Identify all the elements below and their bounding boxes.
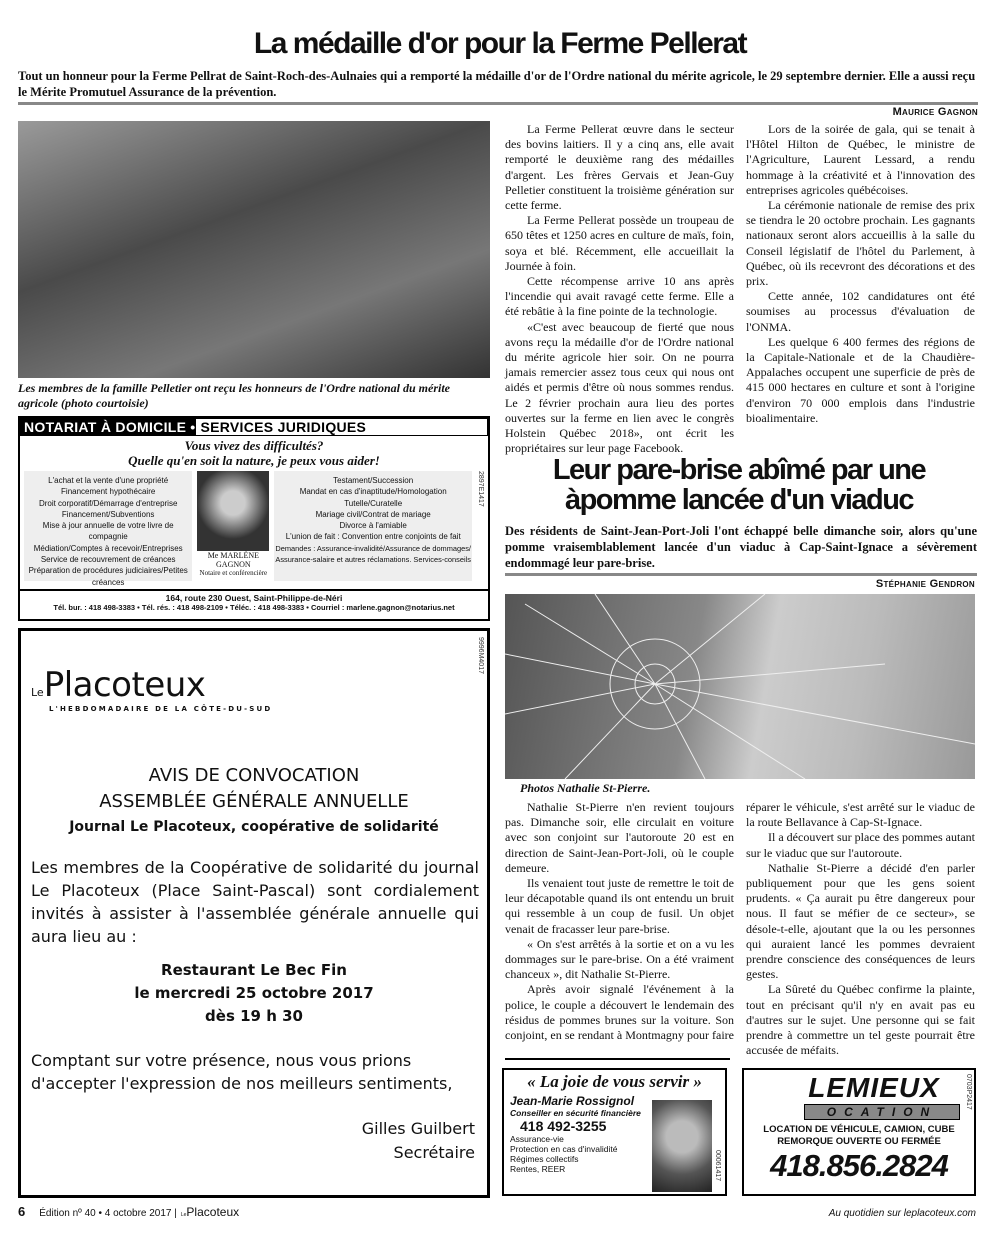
notary-address: 164, route 230 Ouest, Saint-Philippe-de-Néri [165,593,343,603]
headline-article-2: Leur pare-brise abîmé par une [552,454,926,486]
notary-tagline-1: Vous vivez des difficultés? [184,438,324,453]
convocation-title: AVIS DE CONVOCATION [148,765,360,786]
notary-name: Me MARLÈNE [207,551,260,560]
convocation-closing: Comptant sur votre présence, nous vous prions d'accepter l'expression de nos meilleurs sentiments, [31,1051,453,1093]
service-item: Assurance-salaire et autres réclamations. Services-conseils [275,555,471,565]
lemieux-phone: 418.856.2824 [770,1148,948,1183]
notary-ad-title-right: SERVICES JURIDIQUES [196,419,487,435]
rossignol-slogan: « La joie de vous servir » [527,1072,702,1091]
rossignol-ad [502,1068,727,1196]
notary-contact: Tél. bur. : 418 498-3383 • Tél. rés. : 418 498-2109 • Téléc. : 418 498-3383 • Courriel : marlene.gagnon@notarius.net [53,603,455,612]
advisor-title: Conseiller en sécurité financière [510,1108,641,1118]
service-item: Tutelle/Curatelle [344,498,403,508]
notary-ad-title-left: NOTARIAT À DOMICILE [24,419,187,435]
service-item: Divorce à l'amiable [339,521,407,531]
page-footer [18,1204,976,1219]
paragraph: La Sûreté du Québec confirme la plainte, tout en précisant qu'il n'y en avait pas eu d'autres sur le sujet. Une personne qui se fait prendre à commettre un tel geste pourrait être accusée de méfaits. [746,982,975,1058]
advisor-name: Jean-Marie Rossignol [510,1094,635,1108]
paragraph: Nathalie St-Pierre n'en revient toujours pas. Dimanche soir, elle circulait en voiture avec son conjoint sur l'autoroute 20 est en direction de Saint-Jean-Port-Joli, où le couple demeure. [505,800,734,875]
paragraph: Lors de la soirée de gala, qui se tenait à l'Hôtel Hilton de Québec, le ministre de l'Agriculture, Laurent Lessard, a rendu hommage à la créativité et à l'innovation des entreprises agricoles québécoises. [746,122,975,197]
headline-article-2: àpomme lancée d'un viaduc [564,484,914,517]
convocation-body: Les membres de la Coopérative de solidarité du journal Le Placoteux (Place Saint-Pascal) sont cordialement invités à assister à l'assemblée générale annuelle qui aura lieu au : [31,858,479,946]
service-item: Demandes : Assurance-invalidité/Assurance de dommages/ [275,543,471,553]
notary-role: Notaire et conférencière [199,569,268,577]
paragraph: Les quelque 6 400 fermes des régions de la Capitale-Nationale et de la Chaudière-Appalaches occupent une superficie de près de 415 000 hectares en culture et sont à l'origine d'environ 70 000 emplois dans l'industrie bioalimentaire. [746,334,975,425]
photo-caption-1: Les membres de la famille Pelletier ont reçu les honneurs de l'Ordre national du mérite agricole (photo courtoisie) [18,381,450,410]
article-1-intro: Tout un honneur pour la Ferme Pellrat de Saint-Roch-des-Aulnaies qui a remporté la médaille d'or de l'Ordre national du mérite agricole, le 29 septembre dernier. Elle a aussi reçu le Mérite Promutuel Assurance de la prévention. [18,69,976,99]
family-photo [18,121,490,378]
notary-services-right [274,471,472,581]
article-2-body [505,800,975,1058]
footer-logo-le: Le [180,1212,187,1218]
paragraph: Ils venaient tout juste de remettre le toit de leur décapotable quand ils ont entendu un bruit qui ressemble à un coup de fusil. Un objet venait de fracasser leur pare-brise. [505,876,734,936]
signer-name: Gilles Guilbert [361,1119,475,1138]
paragraph: Cette année, 102 candidatures ont été soumises au processus d'évaluation de l'ONMA. [746,289,975,334]
event-venue: Restaurant Le Bec Fin [161,961,347,979]
divider [18,102,978,105]
notary-tagline-2: Quelle qu'en soit la nature, je peux vous aider! [128,453,380,468]
paragraph: Il a découvert sur place des pommes autant sur le viaduc que sur l'autoroute. [746,830,975,860]
signer-title: Secrétaire [393,1143,475,1162]
ad-code: 9996M4017 [477,637,484,674]
service-item: Mise à jour annuelle de votre livre de compagnie [42,521,174,542]
service-item: Mariage civil/Contrat de mariage [315,509,431,519]
service-item: L'union de fait : Convention entre conjoints de fait [285,532,461,542]
service-item: L'achat et la vente d'une propriété [48,476,169,485]
lemieux-line: REMORQUE OUVERTE OU FERMÉE [777,1136,941,1147]
service-item: Financement/Subventions [61,509,155,519]
windshield-photo [505,594,975,779]
crack-lines [505,594,975,779]
paragraph: Cette récompense arrive 10 ans après l'incendie qui avait ravagé cette ferme. Elle a été rebâtie à la fine pointe de la technologie. [505,274,734,319]
article-2-intro: Des résidents de Saint-Jean-Port-Joli l'ont échappé belle dimanche soir, alors qu'une pomme vraisemblablement lancée d'un viaduc à Cap-Saint-Ignace a sévèrement endommagé leur pare-brise. [505,524,977,570]
notary-ad: NOTARIAT À DOMICILE • SERVICES JURIDIQUES Vous vivez des difficultés? Quelle qu'en soit la nature, je peux vous aider! L'achat et la vente d'une propriété Financement hypothécaire Droit corporatif/Démarrage d'entreprise Financement/Subventions Mise à jour annuelle de votre livre de compagnie Médiation/Comptes à recevoir/Entreprises Service de recouvrement de créances Préparation de procédures judiciaires/Petites créances Me MARLÈNE GAGNON Notaire et conférencière Testament/Succession Mandat en cas d'inaptitude/Homologation Tutelle/Curatelle Mariage civil/Contrat de mariage Divorce à l'amiable L'union de fait : Convention entre conjoints de fait Demandes : Assurance-invalidité/Assurance de dommages/ Assurance-salaire et autres réclamations. Services-conseils 2897E1417 164, route 230 Ouest, Saint-Philippe-de-Néri Tél. bur. : 418 498-3383 • Tél. rés. : 418 498-2109 • Téléc. : 418 498-3383 • Courriel : marlene.gagnon@notarius.net [18,416,490,621]
ad-code: 2897E1417 [477,471,484,507]
lemieux-logo: LEMIEUX [808,1072,940,1103]
service-item: Financement hypothécaire [61,487,156,497]
lemieux-ad [742,1068,976,1196]
photo-caption-2: Photos Nathalie St-Pierre. [520,781,651,795]
service-item: Service de recouvrement de créances [40,555,176,565]
headline-article-1: La médaille d'or pour la Ferme Pellerat [253,27,747,60]
byline-article-2: Stéphanie Gendron [875,578,975,590]
ad-code: 0703P2417 [965,1074,972,1110]
service-item: Préparation de procédures judiciaires/Petites créances [28,566,188,587]
paragraph: La Ferme Pellerat œuvre dans le secteur des bovins laitiers. Il y a cinq ans, elle avait remporté le deuxième rang des médailles d'argent. Les frères Gervais et Jean-Guy Pelletier constituent la troisième génération sur cette ferme. [505,122,734,213]
logo-tagline: L'HEBDOMADAIRE DE LA CÔTE-DU-SUD [49,705,273,713]
advisor-portrait [652,1100,712,1192]
event-date: le mercredi 25 octobre 2017 [134,984,374,1002]
notary-services-left [24,471,192,587]
service-item: Médiation/Comptes à recevoir/Entreprises [33,543,183,553]
service-item: Protection en cas d'invalidité [510,1144,618,1154]
advisor-phone: 418 492-3255 [520,1118,607,1134]
divider [505,1058,730,1060]
article-1-body [505,122,975,456]
notary-portrait [197,471,269,551]
event-time: dès 19 h 30 [205,1007,303,1025]
divider [505,573,977,576]
notary-name: GAGNON [216,560,251,569]
service-item: Régimes collectifs [510,1154,579,1164]
page-number: 6 [18,1204,26,1219]
ad-code: 00061417 [714,1150,721,1182]
paragraph: Nathalie St-Pierre a décidé d'en parler publiquement pour que les gens soient prudents. « Ça aurait pu être dangereux pour nous. Il faut se méfier de ce secteur», se désole-t-elle, ajoutant que la ou les personnes qui auraient lancé les pommes devraient prendre conscience des conséquences de leurs gestes. [746,860,975,982]
logo-text: Placoteux [43,665,206,705]
footer-logo: Placoteux [186,1205,240,1219]
paragraph: « On s'est arrêtés à la sortie et on a vu les dommages sur le pare-brise. On a été vraiment chanceux », dit Nathalie St-Pierre. [505,936,734,982]
byline-article-1: Maurice Gagnon [892,106,978,118]
paragraph: Après avoir signalé l'événement à la police, le couple a découvert le lendemain des résidus de pommes brunes sur la voiture. Son conjoint, en se rendant à Montmagny pour faire réparer le véhicule, s'est arrêté sur le viaduc de la route Bellavance à Cap-St-Ignace. [505,800,975,1043]
paragraph: «C'est avec beaucoup de fierté que nous avons reçu la médaille d'or de l'Ordre national du mérite agricole hier soir. On ne pourra jamais remercier assez tous ceux qui nous ont aidés et permis d'être où nous sommes rendus. Le 2 février prochain aura lieu des portes ouvertes sur la ferme en lien avec le congrès Holstein Québec 2018», ont écrit les propriétaires sur leur page Facebook. [505,319,734,456]
edition-info: Édition nº 40 • 4 octobre 2017 | [39,1208,177,1219]
footer-site-link[interactable]: Au quotidien sur leplacoteux.com [828,1208,976,1219]
logo-le: Le [31,686,44,699]
service-item: Rentes, REER [510,1164,566,1174]
placoteux-logo [31,665,272,713]
service-item: Mandat en cas d'inaptitude/Homologation [299,487,447,497]
convocation-ad [18,628,490,1198]
convocation-subtitle: Journal Le Placoteux, coopérative de solidarité [69,819,439,835]
paragraph: La cérémonie nationale de remise des prix se tiendra le 20 octobre prochain. Les gagnants nationaux seront alors accueillis à la salle du Conseil législatif de l'hôtel du Parlement, à Québec, où ils recevront des décorations et des prix. [746,198,975,289]
service-item: Assurance-vie [510,1134,564,1144]
paragraph: La Ferme Pellerat possède un troupeau de 650 têtes et 1250 acres en culture de maïs, foin, soya et blé. Récemment, elle accueillait la Journée à foin. [505,213,734,273]
service-item: Testament/Succession [333,476,414,485]
lemieux-line: LOCATION DE VÉHICULE, CAMION, CUBE [763,1124,955,1135]
service-item: Droit corporatif/Démarrage d'entreprise [38,498,178,508]
convocation-title: ASSEMBLÉE GÉNÉRALE ANNUELLE [99,791,409,812]
lemieux-logo-sub: OCATION [804,1104,960,1120]
